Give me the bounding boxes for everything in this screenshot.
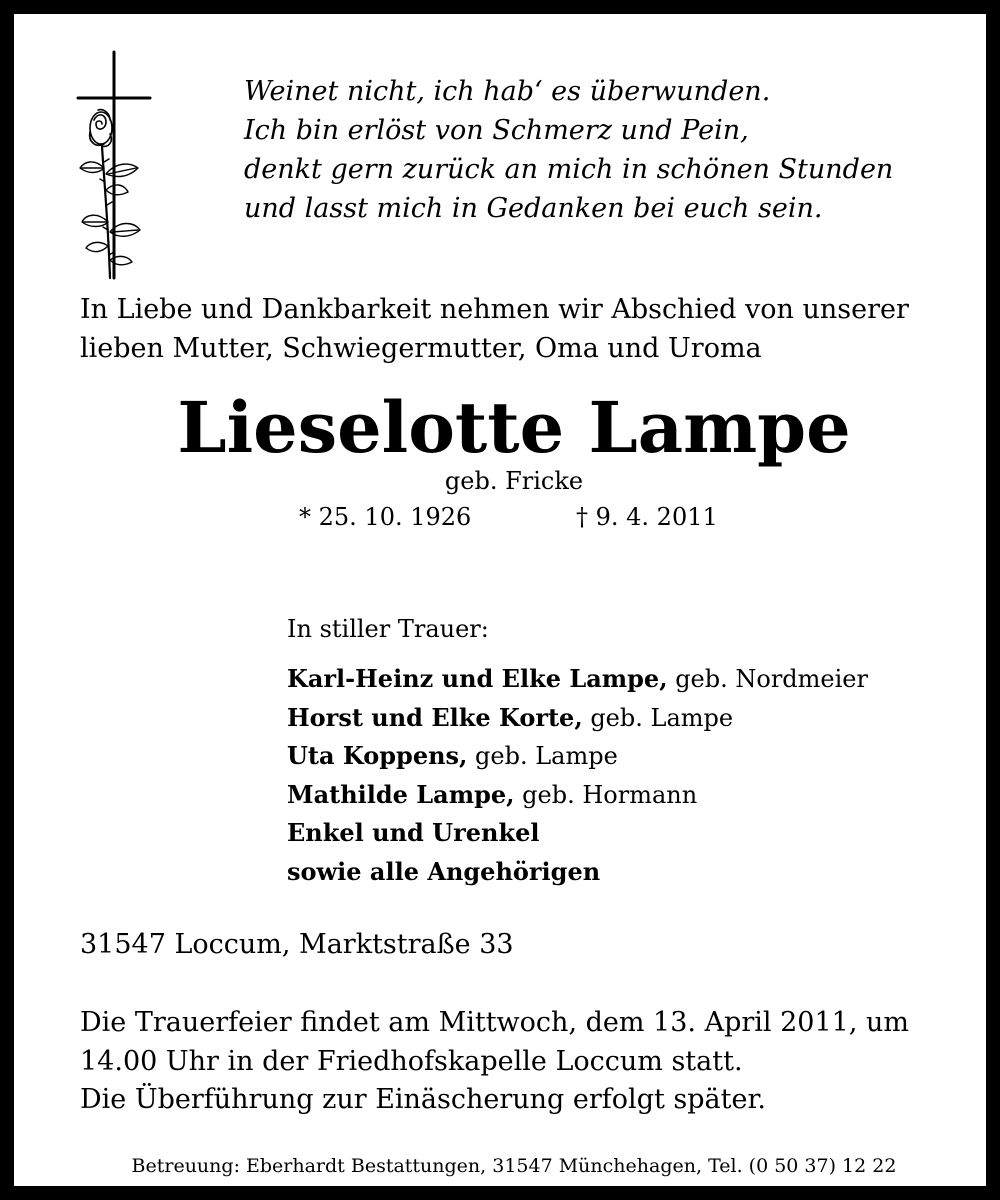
mourners-title: In stiller Trauer: bbox=[287, 615, 489, 643]
mourner-entry bbox=[287, 699, 868, 738]
ceremony-line: Die Überführung zur Einäscherung erfolgt später. bbox=[80, 1084, 766, 1115]
cross-with-rose-icon bbox=[74, 50, 154, 280]
poem-line: Weinet nicht, ich hab‘ es überwunden. bbox=[244, 76, 771, 107]
intro-line: lieben Mutter, Schwiegermutter, Oma und Uroma bbox=[80, 333, 762, 364]
mourner-note: geb. Nordmeier bbox=[667, 665, 868, 693]
mourner-entry bbox=[287, 737, 868, 776]
mourner-note: geb. Hormann bbox=[514, 780, 698, 809]
intro-text bbox=[80, 290, 909, 368]
mourner-name: Mathilde Lampe, bbox=[287, 779, 515, 809]
address: 31547 Loccum, Marktstraße 33 bbox=[80, 929, 514, 960]
poem-line: Ich bin erlöst von Schmerz und Pein, bbox=[244, 115, 749, 146]
mourner-name: Horst und Elke Korte, bbox=[287, 702, 583, 732]
mourner-entry bbox=[287, 853, 868, 892]
deceased-name: Lieselotte Lampe bbox=[177, 386, 851, 469]
mourner-name: Karl-Heinz und Elke Lampe, bbox=[287, 664, 668, 693]
mourner-name: Uta Koppens, bbox=[287, 741, 468, 770]
mourners-list bbox=[287, 660, 868, 891]
mourner-entry bbox=[287, 814, 868, 853]
poem-line: und lasst mich in Gedanken bei euch sein. bbox=[244, 193, 823, 224]
mourner-entry bbox=[287, 776, 868, 815]
intro-line: In Liebe und Dankbarkeit nehmen wir Abschied von unserer bbox=[80, 294, 909, 325]
mourner-note: geb. Lampe bbox=[582, 703, 734, 732]
mourner-note: geb. Lampe bbox=[467, 742, 618, 770]
funeral-home-footer: Betreuung: Eberhardt Bestattungen, 31547 Münchehagen, Tel. (0 50 37) 12 22 bbox=[131, 1155, 897, 1177]
mourner-entry bbox=[287, 660, 868, 699]
maiden-name: geb. Fricke bbox=[444, 467, 584, 495]
birth-date: * 25. 10. 1926 bbox=[299, 503, 472, 531]
ceremony-info bbox=[80, 1004, 909, 1120]
mourner-name: sowie alle Angehörigen bbox=[287, 856, 601, 886]
poem-line: denkt gern zurück an mich in schönen Stunden bbox=[244, 154, 894, 185]
ceremony-line: 14.00 Uhr in der Friedhofskapelle Loccum statt. bbox=[80, 1045, 743, 1077]
death-date: † 9. 4. 2011 bbox=[576, 503, 718, 531]
mourner-name: Enkel und Urenkel bbox=[287, 818, 540, 847]
poem bbox=[244, 72, 893, 228]
ceremony-line: Die Trauerfeier findet am Mittwoch, dem 13. April 2011, um bbox=[80, 1007, 909, 1038]
